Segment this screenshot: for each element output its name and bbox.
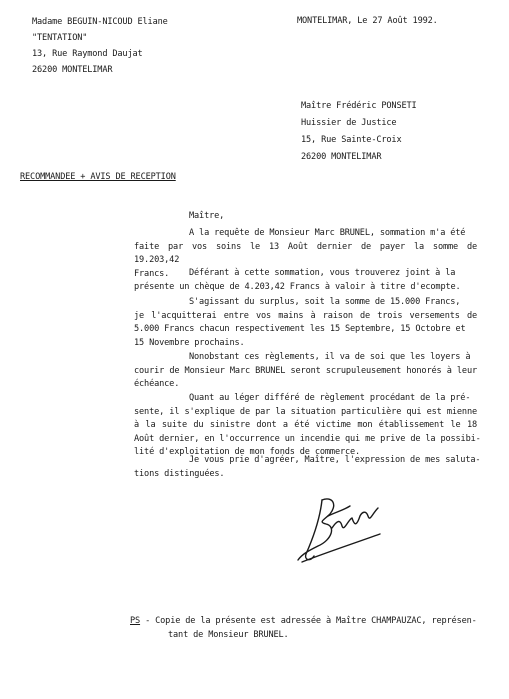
paragraph-line: A la requête de Monsieur Marc BRUNEL, sommation m'a été [189,228,466,238]
sender-address [32,14,168,78]
paragraph-line: Août dernier, en l'occurrence un incendie qui me prive de la possibi- [134,433,481,444]
sender-name: Madame BEGUIN-NICOUD Eliane [32,17,168,27]
paragraph-line: Francs. [134,268,170,279]
sender-business: "TENTATION" [32,33,88,43]
paragraph-line: 15 Novembre prochains. [134,337,245,348]
sender-street: 13, Rue Raymond Daujat [32,49,143,59]
salutation [189,209,224,224]
recipient-title: Huissier de Justice [301,118,397,128]
paragraph-line: Je vous prie d'agréer, Maître, l'expression de mes saluta- [189,455,481,465]
signature-icon [292,488,382,570]
paragraph-installments [134,296,477,350]
paragraph-line: faite par vos soins le 13 Août dernier de payer la somme de 19.203,42 [134,241,477,265]
paragraph-line: 5.000 Francs chacun respectivement les 15 Septembre, 15 Octobre et [134,324,466,334]
delivery-mention-text: RECOMMANDEE + AVIS DE RECEPTION [20,172,176,182]
paragraph-line: je l'acquitterai entre vos mains à raison de trois versements de [134,310,477,321]
recipient-city: 26200 MONTELIMAR [301,152,382,162]
paragraph-closing [134,454,481,481]
paragraph-line: sente, il s'explique de par la situation particulière qui est mienne [134,406,477,417]
salutation-text: Maître, [189,211,225,221]
postscript-line: - Copie de la présente est adressée à Maître CHAMPAUZAC, représen- [140,616,477,626]
place-date-text: MONTELIMAR, Le 27 Août 1992. [297,16,438,26]
paragraph-line: à la suite du sinistre dont a été victime mon établissement le 18 [134,420,477,430]
postscript-line: tant de Monsieur BRUNEL. [168,629,289,640]
paragraph-line: lité d'exploitation de mon fonds de commerce. [134,447,361,457]
recipient-address [301,98,417,166]
paragraph-line: présente un chèque de 4.203,42 Francs à valoir à titre d'ecompte. [134,281,461,292]
delivery-mention [20,170,176,185]
paragraph-line: Déférant à cette sommation, vous trouverez joint à la [189,268,456,278]
recipient-name: Maître Frédéric PONSETI [301,101,417,111]
handwritten-signature [292,488,382,570]
place-date [297,14,438,29]
paragraph-line: courir de Monsieur Marc BRUNEL seront scrupuleusement honorés à leur [134,365,477,376]
paragraph-cheque [134,267,477,294]
paragraph-rent [134,351,477,392]
paragraph-line: échéance. [134,379,180,389]
paragraph-line: tions distinguées. [134,468,225,479]
paragraph-line: S'agissant du surplus, soit la somme de 15.000 Francs, [189,297,461,307]
recipient-street: 15, Rue Sainte-Croix [301,135,402,145]
paragraph-line: Nonobstant ces règlements, il va de soi que les loyers à [189,352,471,362]
postscript-label: PS [130,616,141,626]
postscript [130,615,490,642]
sender-city: 26200 MONTELIMAR [32,65,113,75]
paragraph-line: Quant au léger différé de règlement procédant de la pré- [189,393,471,403]
